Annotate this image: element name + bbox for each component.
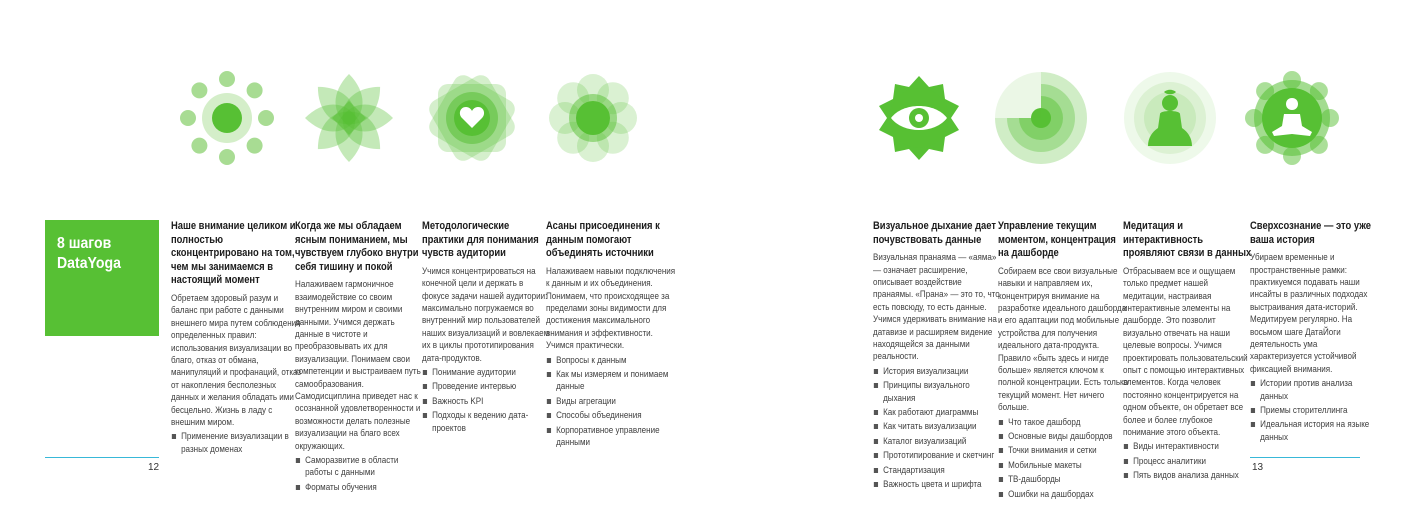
title-box xyxy=(45,220,159,336)
topic-item: Саморазвитие в области работы с данными xyxy=(295,455,425,480)
flower-dots-icon xyxy=(179,70,275,166)
topic-item: Что такое дашборд xyxy=(998,417,1128,429)
radar-icon xyxy=(993,70,1089,166)
topic-item: Виды агрегации xyxy=(546,396,676,408)
step-title: Управление текущим моментом, концентрация на дашборде xyxy=(998,220,1116,260)
step-body: Обретаем здоровый разум и баланс при работе с данными внешнего мира путем соблюдения определенных правил: использования визуализации во благо, отказ от обмана, манипуляций и профанаций, отказ от накопления бесполезных данных и желания обладать ими бесцельно. Жизнь в ладу с внешним миром. xyxy=(171,292,302,429)
topic-item: Ошибки на дашбордах xyxy=(998,489,1128,501)
topic-item: История визуализации xyxy=(873,366,1003,378)
topic-item: Применение визуализации в разных доменах xyxy=(171,431,301,456)
page-number: 13 xyxy=(1252,462,1264,473)
step-title: Наше внимание целиком и полностью сконцентрировано на том, чем мы занимаемся в настоящий момент xyxy=(171,220,296,287)
topic-list xyxy=(422,367,552,435)
step-column-2 xyxy=(295,220,425,496)
topic-item: Важность цвета и шрифта xyxy=(873,479,1003,491)
topic-item: Процесс аналитики xyxy=(1123,456,1253,468)
step-column-1 xyxy=(171,220,301,458)
step-column-6 xyxy=(998,220,1128,503)
topic-item: Подходы к ведению дата-проектов xyxy=(422,410,552,435)
topic-list xyxy=(873,366,1003,492)
footer-rule xyxy=(1250,457,1360,458)
step-title: Асаны присоединения к данным помогают объединять источники xyxy=(546,220,660,260)
topic-item: Принципы визуального дыхания xyxy=(873,380,1003,405)
page-number: 12 xyxy=(148,462,160,473)
figure-mandala-icon xyxy=(1244,70,1340,166)
title-line-1: 8 шагов xyxy=(57,235,112,252)
topic-item: Прототипирование и скетчинг xyxy=(873,450,1003,462)
step-title: Сверхсознание — это уже ваша история xyxy=(1250,220,1371,246)
right-page xyxy=(705,0,1410,523)
topic-item: Истории против анализа данных xyxy=(1250,378,1380,403)
footer-rule xyxy=(45,457,159,458)
topic-list xyxy=(1250,378,1380,444)
lotus-icon xyxy=(301,70,397,166)
topic-item: Приемы сторителлинга xyxy=(1250,405,1380,417)
topic-item: Важность KPI xyxy=(422,396,552,408)
topic-item: Проведение интервью xyxy=(422,381,552,393)
step-body: Собираем все свои визуальные навыки и направляем их, концентрируя внимание на разработке идеального дашборда и его адаптации под мобильные устройства для получения идеального дата-продукта. Правило «быть здесь и нигде больше» является ключом к полной концентрации. Есть только текущий момент. Нет ничего больше. xyxy=(998,265,1129,414)
topic-item: Как работают диаграммы xyxy=(873,407,1003,419)
meditation-icon xyxy=(1122,70,1218,166)
topic-item: Корпоративное управление данными xyxy=(546,425,676,450)
topic-item: Вопросы к данным xyxy=(546,355,676,367)
topic-item: Виды интерактивности xyxy=(1123,441,1253,453)
topic-item: Пять видов анализа данных xyxy=(1123,470,1253,482)
step-body: Отбрасываем все и ощущаем только предмет нашей медитации, настраивая интерактивные элементы на дашборде. Это позволит визуально отвечать на наши целевые вопросы. Учимся проектировать пользовательский опыт с помощью интерактивных элементов. Когда человек постоянно концентрируется на одном объекте, он обретает все более и более глубокое понимание этого объекта. xyxy=(1123,265,1248,439)
step-body: Налаживаем навыки подключения к данным и их объединения. Понимаем, что происходящее за пределами зоны видимости для достижения максимального внимания и эффективности. Учимся практически. xyxy=(546,265,676,352)
topic-item: Стандартизация xyxy=(873,465,1003,477)
topic-item: Как мы измеряем и понимаем данные xyxy=(546,369,676,394)
topic-list xyxy=(295,455,425,494)
step-title: Медитация и интерактивность проявляют связи в данных xyxy=(1123,220,1252,260)
topic-item: Как читать визуализации xyxy=(873,421,1003,433)
topic-list xyxy=(171,431,301,456)
step-body: Учимся концентрироваться на конечной цели и держать в фокусе задачи нашей аудитории: максимально погружаемся во внутренний мир пользователей наших визуализаций и вовлекаем их в циклы прототипирования дата-продуктов. xyxy=(422,265,550,364)
topic-item: Идеальная история на языке данных xyxy=(1250,419,1380,444)
step-body: Убираем временные и пространственные рамки: практикуемся подавать наши инсайты в различных подходах выстраивания дата-историй. Медитируем регулярно. На восьмом шаге ДатаЙоги деятельность ума характеризуется устойчивой фиксацией внимания. xyxy=(1250,252,1368,375)
step-column-5 xyxy=(873,220,1003,494)
topic-item: Основные виды дашбордов xyxy=(998,431,1128,443)
topic-list xyxy=(546,355,676,450)
step-column-4 xyxy=(546,220,676,451)
topic-item: Мобильные макеты xyxy=(998,460,1128,472)
rosette-icon xyxy=(545,70,641,166)
step-title: Когда же мы обладаем ясным пониманием, мы чувствуем глубоко внутри себя тишину и покой xyxy=(295,220,419,273)
step-title: Методологические практики для понимания чувств аудитории xyxy=(422,220,539,260)
topic-item: Каталог визуализаций xyxy=(873,436,1003,448)
topic-item: Точки внимания и сетки xyxy=(998,445,1128,457)
topic-item: ТВ-дашборды xyxy=(998,474,1128,486)
step-column-3 xyxy=(422,220,552,437)
title-line-2: DataYoga xyxy=(57,255,121,272)
topic-item: Способы объединения xyxy=(546,410,676,422)
topic-item: Понимание аудитории xyxy=(422,367,552,379)
step-body: Налаживаем гармоничное взаимодействие со своим внутренним миром и своими данными. Учимся держать данные в чистоте и преобразовывать их для визуализации. Понимаем свои компетенции и выстраиваем путь самообразования. Самодисциплина приведет нас к осознанной удовлетворенности и возможности делать полезные визуализации на благо всех окружающих. xyxy=(295,279,421,452)
topic-list xyxy=(1123,441,1253,482)
topic-list xyxy=(998,417,1128,501)
step-title: Визуальное дыхание дает почувствовать данные xyxy=(873,220,996,246)
topic-item: Форматы обучения xyxy=(295,482,425,494)
step-column-8 xyxy=(1250,220,1380,446)
heart-mandala-icon xyxy=(424,70,520,166)
step-body: Визуальная пранаяма — «аяма» — означает расширение, описывает воздействие пранаямы. «Прана» — это то, что есть повсюду, то есть данные. Учимся удерживать внимание на датавизе и расширяем видение находящейся за данными реальности. xyxy=(873,252,1000,363)
step-column-7 xyxy=(1123,220,1253,485)
eye-icon xyxy=(871,70,967,166)
title-text xyxy=(57,234,141,274)
